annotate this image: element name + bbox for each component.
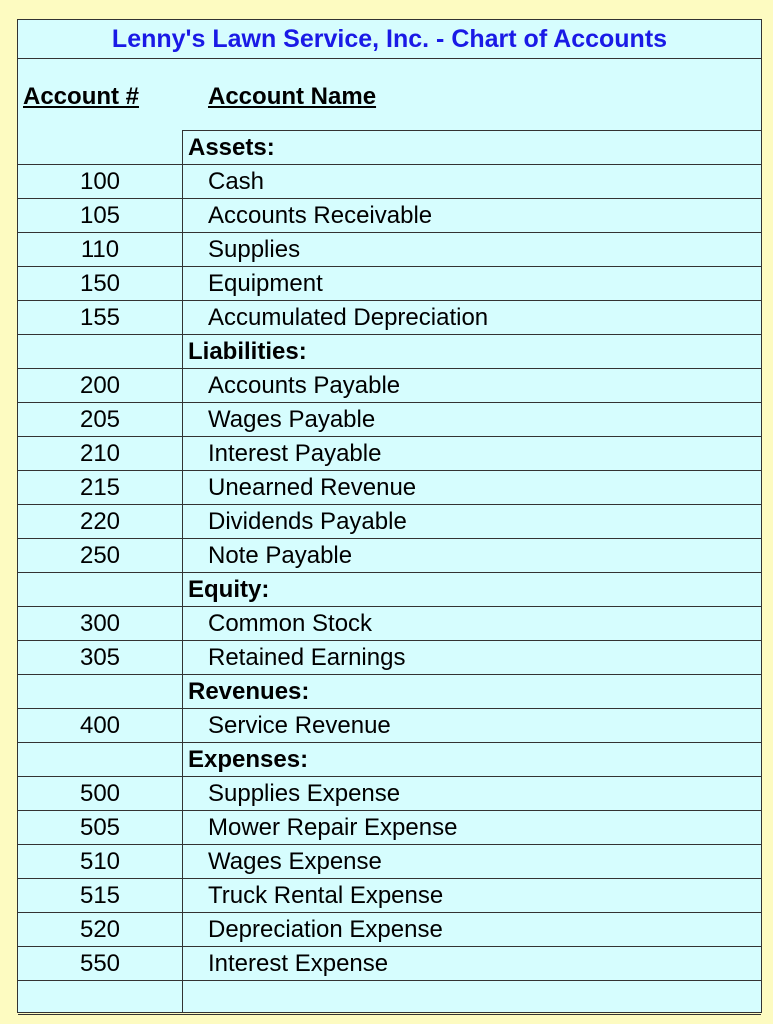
table-row [18,539,761,573]
section-row [18,335,761,369]
section-row [18,743,761,777]
table-row [18,505,761,539]
table-row [18,845,761,879]
account-number: 500 [79,780,121,807]
account-name: Truck Rental Expense [208,882,444,909]
section-row [18,675,761,709]
account-name: Service Revenue [208,712,391,739]
table-row [18,641,761,675]
table-row [18,811,761,845]
table-row [18,879,761,913]
account-name: Unearned Revenue [208,474,417,501]
account-name: Interest Payable [208,440,382,467]
section-heading: Liabilities: [188,338,307,365]
section-row [18,573,761,607]
table-row [18,913,761,947]
table-row [18,199,761,233]
account-number: 510 [79,848,121,875]
table-row [18,607,761,641]
account-number: 515 [79,882,121,909]
section-row [18,131,761,165]
table-row [18,709,761,743]
account-name: Depreciation Expense [208,916,443,943]
section-heading: Revenues: [188,678,310,705]
account-number: 110 [80,236,120,263]
account-name-header: Account Name [208,83,377,110]
account-number: 100 [79,168,121,195]
table-row [18,369,761,403]
account-number: 200 [79,372,121,399]
account-number: 505 [79,814,121,841]
account-number: 305 [79,644,121,671]
account-name: Note Payable [208,542,353,569]
account-number: 400 [79,712,121,739]
table-row [18,301,761,335]
table-row [18,165,761,199]
account-name: Mower Repair Expense [208,814,458,841]
table-row [18,233,761,267]
accounts-table [18,131,761,1015]
account-name: Supplies Expense [208,780,401,807]
section-heading: Assets: [188,134,275,161]
account-name: Cash [208,168,265,195]
account-number-header: Account # [23,83,140,110]
account-name: Wages Expense [208,848,382,875]
account-name: Supplies [208,236,301,263]
account-name: Equipment [208,270,323,297]
account-name: Common Stock [208,610,373,637]
account-name: Accounts Receivable [208,202,433,229]
table-row [18,777,761,811]
section-heading: Equity: [188,576,270,603]
chart-of-accounts-sheet [17,19,762,1013]
account-name: Wages Payable [208,406,376,433]
account-number: 210 [79,440,121,467]
table-row [18,403,761,437]
account-number: 520 [79,916,121,943]
page-title: Lenny's Lawn Service, Inc. - Chart of Accounts [18,20,761,59]
account-name: Accounts Payable [208,372,401,399]
account-name: Dividends Payable [208,508,407,535]
account-name: Interest Expense [208,950,389,977]
account-number: 205 [79,406,121,433]
account-number: 105 [79,202,121,229]
account-number: 150 [79,270,121,297]
blank-row [18,981,761,1015]
table-row [18,471,761,505]
section-heading: Expenses: [188,746,309,773]
account-number: 155 [79,304,121,331]
table-row [18,947,761,981]
account-number: 250 [79,542,121,569]
account-number: 215 [79,474,121,501]
account-name: Retained Earnings [208,644,406,671]
account-number: 220 [79,508,121,535]
table-row [18,267,761,301]
account-number: 550 [79,950,121,977]
account-number: 300 [79,610,121,637]
table-row [18,437,761,471]
account-name: Accumulated Depreciation [208,304,489,331]
